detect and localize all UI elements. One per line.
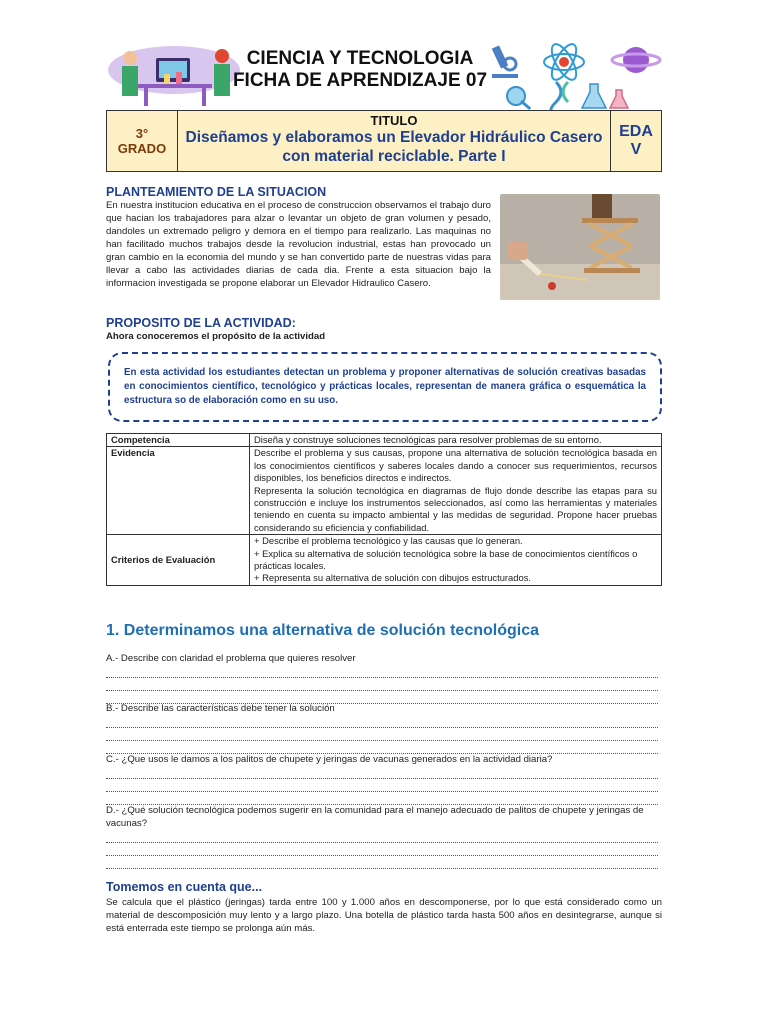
proposito-box bbox=[108, 352, 662, 422]
title-line-2: FICHA DE APRENDIZAJE 07 bbox=[232, 70, 488, 91]
page-title bbox=[200, 48, 520, 92]
flask-icon bbox=[582, 84, 628, 108]
question-d-text: D.- ¿Qué solución tecnológica podemos sugerir en la comunidad para el manejo adecuado de palitos de chupete y jeringas de vacunas? bbox=[106, 805, 644, 829]
competencias-table bbox=[106, 433, 662, 586]
title-label: TITULO bbox=[370, 113, 418, 128]
activity-title-line-1: Diseñamos y elaboramos un Elevador Hidráulico Casero bbox=[185, 129, 603, 146]
eda-label: EDA bbox=[619, 123, 653, 140]
question-b-text: B.- Describe las características debe tener la solución bbox=[106, 703, 335, 714]
proposito-text: En esta actividad los estudiantes detectan un problema y proponer alternativas de solución creativas basadas en conocimientos científico, tecnológico y prácticas locales, representan de manera gráfica o esquemática la estructura so de elaboración como en su uso. bbox=[124, 367, 646, 406]
evidencia-paragraph-1: Describe el problema y sus causas, propone una alternativa de solución tecnológica basada en los conocimientos científicos y saberes locales dando a conocer sus requerimientos, recursos disponibles, los beneficios directos e indirectos. bbox=[254, 447, 657, 484]
answer-line[interactable] bbox=[106, 843, 658, 856]
tomemos-text: Se calcula que el plástico (jeringas) tarda entre 100 y 1.000 años en descomponerse, por lo que está considerado como un material de descomposición muy lento y a largo plazo. Una botella de plástico tarda hasta 500 años en desintegrarse, aunque si está enterrada este tiempo se prolonga aún más. bbox=[106, 897, 662, 934]
activity-title-line-2: con material reciclable. Parte I bbox=[282, 148, 506, 165]
title-box bbox=[106, 110, 662, 172]
magnifier-icon bbox=[507, 87, 531, 110]
answer-line[interactable] bbox=[106, 856, 658, 869]
answer-line[interactable] bbox=[106, 715, 658, 728]
situacion-heading: PLANTEAMIENTO DE LA SITUACION bbox=[106, 185, 327, 199]
question-a-text: A.- Describe con claridad el problema que quieres resolver bbox=[106, 653, 356, 664]
question-d bbox=[106, 804, 662, 869]
proposito-heading: PROPOSITO DE LA ACTIVIDAD: bbox=[106, 316, 296, 330]
table-row bbox=[107, 447, 662, 535]
question-c-text: C.- ¿Que usos le damos a los palitos de chupete y jeringas de vacunas generados en la actividad diaria? bbox=[106, 754, 553, 765]
criterio-item: + Explica su alternativa de solución tecnológica sobre la base de conocimientos científicos o prácticas locales. bbox=[254, 547, 638, 572]
answer-line[interactable] bbox=[106, 728, 658, 741]
grade-cell bbox=[107, 111, 178, 171]
answer-line[interactable] bbox=[106, 678, 658, 691]
answer-line[interactable] bbox=[106, 779, 658, 792]
grade-label: GRADO bbox=[117, 141, 167, 156]
planet-icon bbox=[612, 47, 660, 73]
eda-value: V bbox=[630, 141, 642, 158]
proposito-subheading: Ahora conoceremos el propósito de la actividad bbox=[106, 331, 326, 342]
competencia-value: Diseña y construye soluciones tecnológicas para resolver problemas de su entorno. bbox=[250, 434, 662, 447]
criterio-item: + Representa su alternativa de solución con dibujos estructurados. bbox=[254, 572, 531, 584]
table-row bbox=[107, 434, 662, 447]
criterio-item: + Describe el problema tecnológico y las causas que lo generan. bbox=[254, 535, 523, 547]
situacion-text: En nuestra institucion educativa en el proceso de construccion observamos el trabajo duro que hacian los trabajadores para alzar o levantar un objeto de gran volumen y pesado, dandoles un extremado peligro y demora en el tiempo para realizarlo. Las maquinas no han facilitado muchos trabajos desde la revolucion industrial, estas han provocado un gran cambio en la economia del mundo y se han convertido parte de nuestras vidas para llevar a cabo las actividades diarias de cada dia. Frente a esta situacion bajo la informacion investigada se propone elaborar un Elevador Hidraulico Casero. bbox=[106, 200, 491, 289]
dna-icon bbox=[551, 82, 568, 112]
title-cell bbox=[178, 111, 611, 171]
tomemos-heading: Tomemos en cuenta que... bbox=[106, 880, 263, 894]
hydraulic-lift-photo bbox=[500, 194, 660, 300]
answer-line[interactable] bbox=[106, 830, 658, 843]
question-c bbox=[106, 753, 662, 805]
science-icons bbox=[486, 40, 666, 112]
competencia-label: Competencia bbox=[107, 434, 250, 447]
evidencia-value bbox=[250, 447, 662, 535]
answer-line[interactable] bbox=[106, 665, 658, 678]
section-1-heading: 1. Determinamos una alternativa de solución tecnológica bbox=[106, 622, 540, 639]
question-b bbox=[106, 702, 662, 754]
criterios-label: Criterios de Evaluación bbox=[107, 535, 250, 586]
eda-cell bbox=[611, 111, 661, 171]
table-row bbox=[107, 535, 662, 586]
evidencia-label: Evidencia bbox=[107, 447, 250, 535]
grade-number: 3° bbox=[135, 126, 149, 141]
criterios-value bbox=[250, 535, 662, 586]
atom-icon bbox=[544, 41, 584, 84]
evidencia-paragraph-2: Representa la solución tecnológica en diagramas de flujo donde describe las etapas para su construcción e incluye los instrumentos seleccionados, así como las herramientas y materiales teniendo en cuenta su impacto ambiental y las medidas de seguridad. Propone hacer pruebas considerando su eficiencia y confiabilidad. bbox=[254, 484, 657, 533]
microscope-icon bbox=[492, 45, 518, 78]
title-line-1: CIENCIA Y TECNOLOGIA bbox=[246, 48, 474, 69]
question-a bbox=[106, 652, 662, 704]
answer-line[interactable] bbox=[106, 766, 658, 779]
